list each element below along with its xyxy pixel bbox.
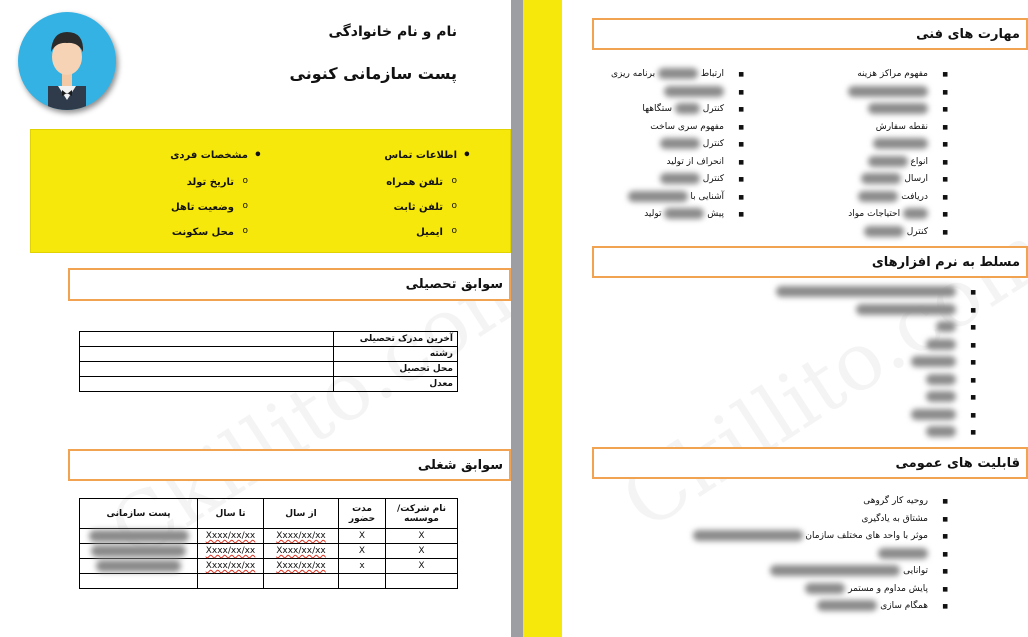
list-item: ■ انحراف از تولید	[576, 154, 726, 172]
technical-skills-col2	[576, 66, 726, 224]
technical-skills-col1	[800, 66, 930, 241]
table-row	[80, 574, 458, 589]
field-label: رشته	[334, 347, 458, 362]
technical-skills-heading	[592, 18, 1028, 50]
personal-info-box	[30, 129, 511, 253]
table-row	[80, 332, 458, 347]
phone-label: o تلفن ثابت	[297, 202, 443, 213]
cell-company: X	[386, 544, 458, 559]
email-label: o ایمیل	[297, 227, 443, 238]
list-item	[758, 389, 958, 407]
cell-position	[80, 529, 198, 544]
gpa-label: معدل	[334, 377, 458, 392]
page-gutter	[511, 0, 523, 637]
birth-date-label: o تاریخ تولد	[108, 177, 234, 188]
cell-duration: X	[339, 544, 386, 559]
list-item: ■ ارسال	[800, 171, 930, 189]
list-item: ■ پایش مداوم و مستمر	[680, 581, 930, 599]
col-from: از سال	[264, 499, 339, 529]
software-heading	[592, 246, 1028, 278]
education-heading	[68, 268, 511, 301]
col-company: نام شرکت/موسسه	[386, 499, 458, 529]
work-history-table	[79, 498, 458, 589]
cell-company: X	[386, 529, 458, 544]
list-item: ■ احتیاجات مواد	[800, 206, 930, 224]
list-item: ■ کنترل	[576, 171, 726, 189]
table-row	[80, 559, 458, 574]
education-heading-text: سوابق تحصیلی	[405, 277, 503, 292]
list-item: ■ موثر با واحد های مختلف سازمان	[680, 528, 930, 546]
cell-to: Xxxx/xx/xx	[198, 559, 264, 574]
cell-to: Xxxx/xx/xx	[198, 544, 264, 559]
list-item	[758, 372, 958, 390]
identity-column	[108, 150, 248, 252]
cell-to: Xxxx/xx/xx	[198, 529, 264, 544]
list-item	[758, 354, 958, 372]
full-name-heading: نام و نام خانوادگی	[328, 24, 457, 40]
col-position: پست سازمانی	[80, 499, 198, 529]
person-avatar-icon	[18, 12, 116, 110]
university-label: محل تحصیل	[334, 362, 458, 377]
list-item: ■ روحیه کار گروهی	[680, 493, 930, 511]
work-heading	[68, 449, 511, 481]
list-item: ■ نقطه سفارش	[800, 119, 930, 137]
yellow-accent-bar	[523, 0, 562, 637]
list-item	[800, 101, 930, 119]
list-item: ■ توانایی	[680, 563, 930, 581]
list-item: ■ ارتباط برنامه ریزی	[576, 66, 726, 84]
col-to: تا سال	[198, 499, 264, 529]
table-row	[80, 544, 458, 559]
contact-title: • اطلاعات تماس	[297, 150, 457, 161]
list-item	[758, 407, 958, 425]
list-item	[758, 302, 958, 320]
general-skills-heading-text: قابلیت های عمومی	[895, 455, 1020, 471]
avatar	[18, 12, 116, 110]
right-page	[562, 0, 1028, 637]
list-item: ■ مفهوم مراکز هزینه	[800, 66, 930, 84]
cell-position	[80, 544, 198, 559]
list-item: ■ مفهوم سری ساخت	[576, 119, 726, 137]
cell-from: Xxxx/xx/xx	[264, 544, 339, 559]
list-item: ■ آشنایی با	[576, 189, 726, 207]
list-item: ■ دریافت	[800, 189, 930, 207]
residence-label: o محل سکونت	[108, 227, 234, 238]
list-item	[800, 84, 930, 102]
list-item: ■ پیش تولید	[576, 206, 726, 224]
list-item: ■ کنترل	[576, 136, 726, 154]
list-item	[758, 319, 958, 337]
degree-value[interactable]	[80, 332, 334, 347]
list-item	[758, 424, 958, 442]
list-item	[800, 136, 930, 154]
list-item	[758, 337, 958, 355]
gpa-value[interactable]	[80, 377, 334, 392]
degree-label: آخرین مدرک تحصیلی	[334, 332, 458, 347]
table-header-row	[80, 499, 458, 529]
list-item	[576, 84, 726, 102]
cell-duration: x	[339, 559, 386, 574]
identity-title: • مشخصات فردی	[108, 150, 248, 161]
cell-from: Xxxx/xx/xx	[264, 559, 339, 574]
current-position-heading: پست سازمانی کنونی	[289, 64, 457, 83]
list-item: ■ کنترل	[800, 224, 930, 242]
contact-column	[297, 150, 457, 252]
technical-skills-heading-text: مهارت های فنی	[916, 26, 1020, 42]
marital-status-label: o وضعیت تاهل	[108, 202, 234, 213]
general-skills-heading	[592, 447, 1028, 479]
list-item: ■ کنترل ستگاهها	[576, 101, 726, 119]
table-row	[80, 377, 458, 392]
list-item: ■ انواع	[800, 154, 930, 172]
software-heading-text: مسلط به نرم افزارهای	[871, 254, 1020, 270]
cell-company: X	[386, 559, 458, 574]
education-table	[79, 331, 458, 392]
table-row	[80, 362, 458, 377]
cell-position	[80, 559, 198, 574]
list-item: ■ مشتاق به یادگیری	[680, 511, 930, 529]
software-list	[758, 284, 958, 442]
col-duration: مدت حضور	[339, 499, 386, 529]
field-value[interactable]	[80, 347, 334, 362]
general-skills-list	[680, 493, 930, 616]
left-page	[0, 0, 511, 637]
mobile-label: o تلفن همراه	[297, 177, 443, 188]
university-value[interactable]	[80, 362, 334, 377]
list-item	[758, 284, 958, 302]
list-item: ■ همگام سازی	[680, 598, 930, 616]
list-item	[680, 546, 930, 564]
table-row	[80, 529, 458, 544]
work-heading-text: سوابق شغلی	[417, 457, 503, 473]
cell-duration: X	[339, 529, 386, 544]
table-row	[80, 347, 458, 362]
cell-from: Xxxx/xx/xx	[264, 529, 339, 544]
